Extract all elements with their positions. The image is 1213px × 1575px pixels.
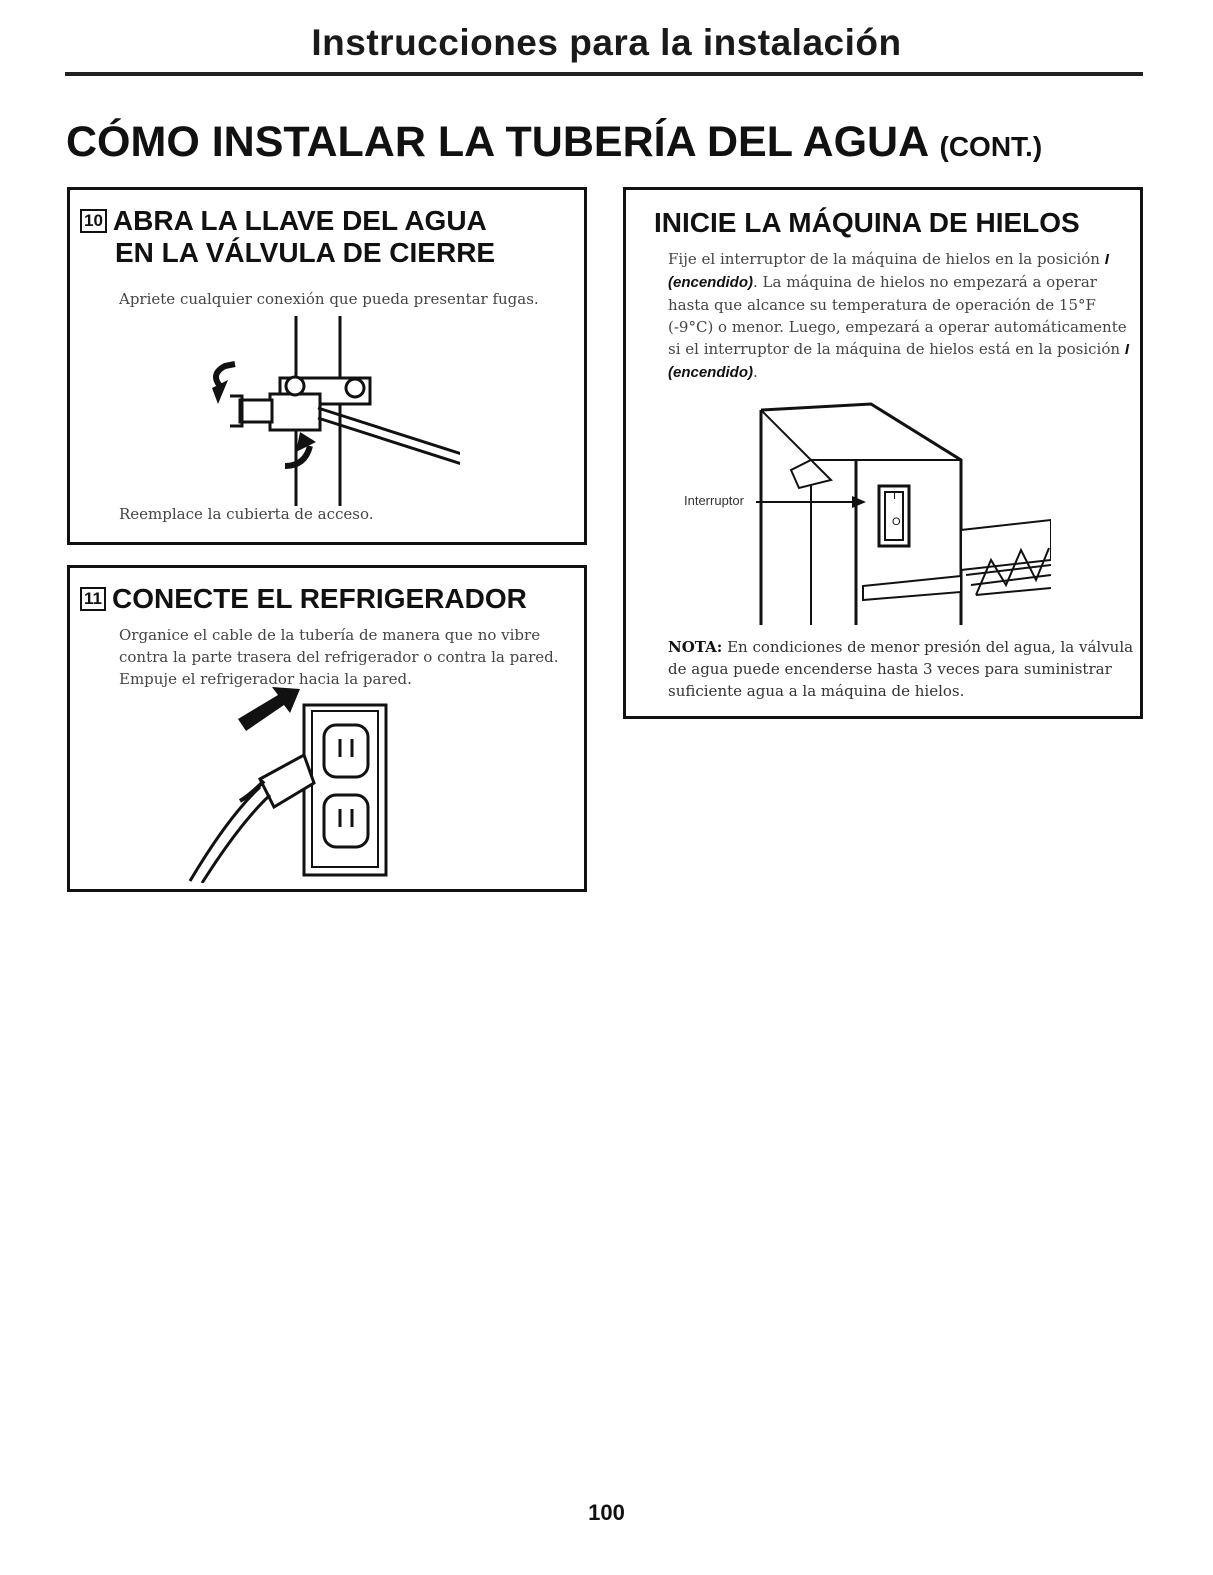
- icemaker-note: [668, 636, 1138, 702]
- icemaker-em2: I (encendido): [668, 341, 1129, 381]
- icemaker-title: INICIE LA MÁQUINA DE HIELOS: [654, 207, 1080, 238]
- icemaker-text: [668, 248, 1138, 384]
- note-text: En condiciones de menor presión del agua, la válvula de agua puede encenderse hasta 3 veces para suministrar suficiente agua a la máquina de hielos.: [668, 638, 1134, 700]
- icemaker-text-a: Fije el interruptor de la máquina de hielos en la posición: [668, 250, 1105, 268]
- section-title: [66, 118, 1042, 167]
- interruptor-label: Interruptor: [684, 493, 744, 508]
- step11-number: 11: [80, 587, 106, 611]
- step10-text1: Apriete cualquier conexión que pueda presentar fugas.: [119, 290, 539, 308]
- step11-title: [80, 584, 527, 614]
- step10-title-line2: EN LA VÁLVULA DE CIERRE: [115, 237, 496, 268]
- page-header: Instrucciones para la instalación: [311, 22, 902, 63]
- step10-title: [80, 206, 487, 236]
- outlet-plug-illustration: [180, 683, 400, 883]
- step10-box: [67, 187, 587, 545]
- section-title-suffix: (CONT.): [939, 131, 1043, 162]
- step10-number: 10: [80, 209, 107, 233]
- switch-off-label: O: [892, 516, 901, 528]
- page-number: 100: [588, 1500, 625, 1525]
- step10-text2: Reemplace la cubierta de acceso.: [119, 505, 374, 523]
- icemaker-text-c: .: [753, 363, 758, 381]
- section-title-text: CÓMO INSTALAR LA TUBERÍA DEL AGUA: [66, 118, 928, 166]
- step11-title-text: CONECTE EL REFRIGERADOR: [111, 583, 527, 614]
- icemaker-box: [623, 187, 1143, 719]
- icemaker-text-b: . La máquina de hielos no empezará a operar hasta que alcance su temperatura de operación de 15°F (-9°C) o menor. Luego, empezará a operar automáticamente si el interruptor de la máquina de hielos está en la posición: [668, 273, 1127, 358]
- interruptor-arrow: [756, 492, 866, 512]
- valve-illustration: [200, 316, 460, 506]
- step10-title-line1: ABRA LA LLAVE DEL AGUA: [112, 205, 487, 236]
- switch-on-label: I: [893, 490, 897, 502]
- header-rule: [65, 72, 1143, 76]
- note-label: NOTA:: [668, 638, 723, 656]
- icemaker-em1: I (encendido): [668, 251, 1109, 291]
- icemaker-illustration: [751, 400, 1051, 625]
- step11-box: [67, 565, 587, 892]
- step11-text: Organice el cable de la tubería de manera que no vibre contra la parte trasera del refrigerador o contra la pared. Empuje el refrigerador hacia la pared.: [119, 626, 559, 688]
